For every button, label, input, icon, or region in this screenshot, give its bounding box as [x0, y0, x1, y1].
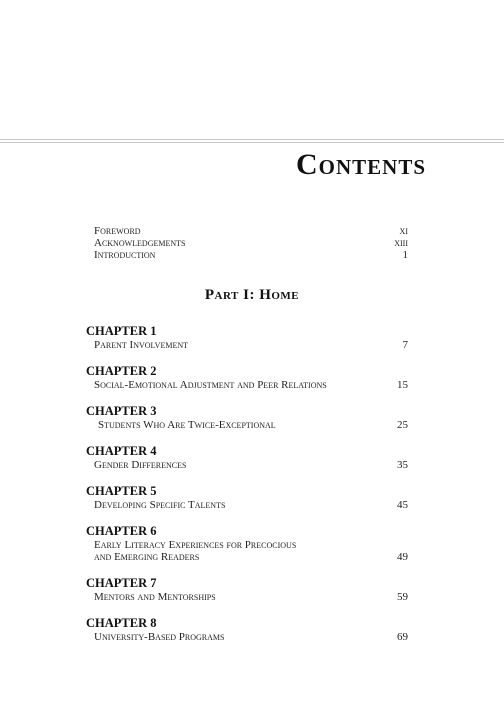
toc-entry-introduction: [94, 249, 408, 261]
toc-entry-acknowledgements: [94, 237, 408, 249]
chapter-heading: CHAPTER 5: [86, 484, 157, 498]
chapter-title: University-Based Programs: [94, 631, 225, 643]
chapter-title: Students Who Are Twice-Exceptional: [98, 419, 276, 431]
chapter-heading: CHAPTER 2: [86, 364, 157, 378]
chapter-heading: CHAPTER 7: [86, 576, 157, 590]
chapter-page: 69: [397, 631, 408, 643]
header-rule-top: [0, 139, 504, 140]
chapter-entry: [94, 379, 408, 391]
chapter-entry: [94, 459, 408, 471]
chapter-title: Gender Differences: [94, 459, 187, 471]
chapter-heading: CHAPTER 8: [86, 616, 157, 630]
chapter-heading: CHAPTER 6: [86, 524, 157, 538]
chapter-page: 7: [402, 339, 408, 351]
chapter-title: Developing Specific Talents: [94, 499, 226, 511]
toc-entry-label: Acknowledgements: [94, 237, 186, 249]
chapter-title-line1: Early Literacy Experiences for Precocious: [94, 539, 297, 551]
chapter-title: Parent Involvement: [94, 339, 189, 351]
chapter-page: 59: [397, 591, 408, 603]
chapter-entry: [94, 339, 408, 351]
chapter-entry: [94, 499, 408, 511]
chapter-title: Social-Emotional Adjustment and Peer Relations: [94, 379, 327, 391]
chapter-heading: CHAPTER 3: [86, 404, 157, 418]
chapter-page: 35: [397, 459, 408, 471]
chapter-title: Mentors and Mentorships: [94, 591, 216, 603]
toc-entry-page: xiii: [394, 237, 408, 249]
toc-entry-foreword: [94, 225, 408, 237]
chapter-heading: CHAPTER 1: [86, 324, 157, 338]
toc-entry-label: Foreword: [94, 225, 141, 237]
toc-entry-page: xi: [399, 225, 408, 237]
chapter-entry: [94, 591, 408, 603]
chapter-page: 15: [397, 379, 408, 391]
part-title: Part I: Home: [204, 287, 300, 303]
page-title: Contents: [295, 148, 426, 181]
toc-entry-page: 1: [402, 249, 408, 261]
header-rule-bottom: [0, 142, 504, 143]
chapter-title-line2: and Emerging Readers: [94, 551, 200, 563]
chapter-entry: [94, 631, 408, 643]
chapter-heading: CHAPTER 4: [86, 444, 157, 458]
chapter-entry: [94, 419, 408, 431]
toc-entry-label: Introduction: [94, 249, 156, 261]
chapter-entry: [94, 539, 408, 563]
chapter-page: 49: [397, 551, 408, 563]
chapter-page: 25: [397, 419, 408, 431]
chapter-page: 45: [397, 499, 408, 511]
